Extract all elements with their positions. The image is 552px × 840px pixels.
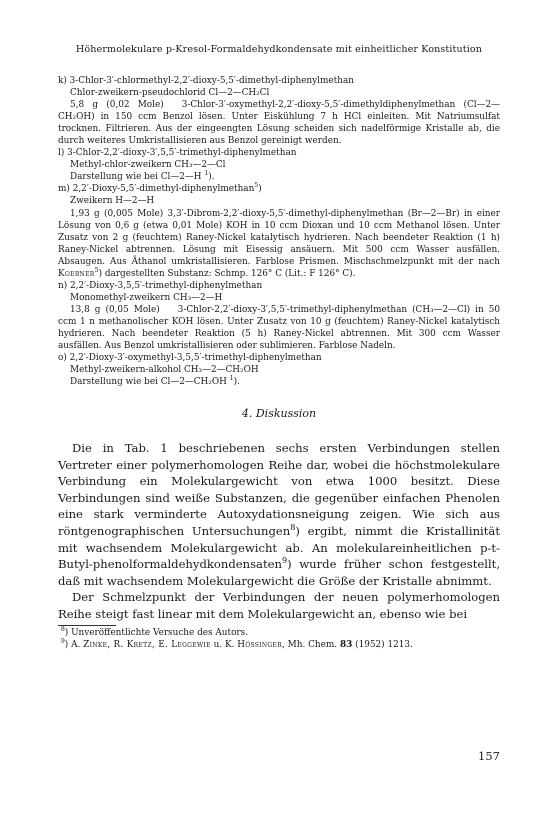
procedure-n-quantity: 13,8 g	[70, 304, 101, 315]
footnote-9	[58, 639, 500, 651]
procedure-m-text-end: ) dargestellten Substanz: Schmp. 126° C (Lit.: F 126° C).	[98, 268, 356, 279]
procedure-m-text: 3,3′-Dibrom-2,2′-dioxy-5,5′-dimethyl-diphenylmethan (Br—2—Br) in einer Lösung von 0,6 g (etwa 0,01 Mole) KOH in 10 ccm Dioxan und 10 ccm Methanol lösen. Unter Zusatz von 2 g (feuchtem) Raney-Nickel katalytisch hydrieren. Nach beendeter Reaktion (1 h) Raney-Nickel abtrennen. Lösung mit Eisessig ansäuern. Mit 500 ccm Wasser ausfällen. Absaugen. Aus Äthanol umkristallisieren. Farblose Prismen. Mischschmelzpunkt mit der nach	[58, 208, 500, 267]
footnote-journal: , Mh. Chem.	[282, 640, 340, 651]
procedure-l-note-text: Darstellung wie bei Cl—2—H	[70, 172, 202, 183]
footnote-text: u. K.	[210, 640, 238, 651]
footnote-ref: 8	[290, 522, 296, 533]
footnote-ref: 1	[229, 375, 234, 383]
author-name: Koebner	[58, 268, 95, 279]
procedure-l-note-end: ).	[208, 172, 215, 183]
procedure-k-text: 3-Chlor-3′-oxymethyl-2,2′-dioxy-5,5′-dimethyldiphenylmethan (Cl—2—CH₂OH) in 150 ccm Benzol lösen. Unter Eiskühlung 7 h HCl einleiten. Mit Natriumsulfat trocknen. Filtrieren. Aus der eingeengten Lösung scheiden sich nadelförmige Kristalle ab, die durch weiteres Umkristallisieren aus Benzol gereinigt werden.	[58, 100, 500, 147]
footnote-rule	[58, 625, 116, 626]
footnote-text: ) Unveröffentlichte Versuche des Autors.	[64, 628, 249, 639]
procedure-l-note	[58, 171, 500, 183]
procedure-n-mole: (0,05 Mole)	[105, 304, 160, 315]
running-head: Höhermolekulare p-Kresol-Formaldehydkondensate mit einheitlicher Konstitution	[75, 44, 483, 55]
procedure-k-body	[58, 99, 500, 147]
procedure-m-quantity: 1,93 g (0,005 Mole)	[70, 208, 164, 219]
footnote-mark: 9	[60, 638, 65, 646]
page-number: 157	[478, 749, 500, 763]
footnote-ref: 5	[94, 266, 99, 274]
procedure-n-subtitle: Monomethyl-zweikern CH₃—2—H	[70, 292, 223, 303]
procedure-k-quantity: 5,8 g	[70, 100, 99, 111]
footnote-mark: 8	[60, 626, 65, 634]
footnote-8	[58, 627, 500, 639]
footnote-authors: Zinke, R. Kretz, E. Leggewie	[83, 640, 211, 651]
procedure-m-body	[58, 208, 500, 280]
discussion-paragraph: Der Schmelzpunkt der Verbindungen der neuen polymerhomologen Reihe steigt fast linear mit dem Molekulargewicht an, ebenso wie bei	[58, 590, 500, 621]
procedure-o-note-text: Darstellung wie bei Cl—2—CH₂OH	[70, 377, 227, 388]
footnote-author: Hössinger	[237, 640, 283, 651]
procedure-n-body	[58, 304, 500, 352]
footnote-text: (1952) 1213.	[352, 640, 413, 651]
footnote-ref: 5	[254, 182, 259, 190]
procedure-k-mole: (0,02 Mole)	[106, 100, 164, 111]
procedure-o-subtitle: Methyl-zweikern-alkohol CH₃—2—CH₂OH	[70, 365, 259, 376]
procedure-o-note-end: ).	[233, 377, 240, 388]
procedure-k-title: k) 3-Chlor-3′-chlormethyl-2,2′-dioxy-5,5′-dimethyl-diphenylmethan	[58, 76, 354, 86]
procedure-n-text: 3-Chlor-2,2′-dioxy-3′,5,5′-trimethyl-diphenylmethan (CH₃—2—Cl) in 50 ccm 1 n methanolischer KOH lösen. Unter Zusatz von 10 g (feuchtem) Raney-Nickel katalytisch hydrieren. Nach beendeter Reaktion (5 h) Raney-Nickel abtrennen. Mit 300 ccm Wasser ausfällen. Aus Benzol umkristallisieren oder sublimieren. Farblose Nadeln.	[58, 304, 501, 352]
procedure-m-title	[58, 183, 500, 195]
discussion-paragraph	[58, 440, 500, 589]
footnote-volume: 83	[339, 640, 353, 651]
discussion-text: Die in Tab. 1 beschriebenen sechs ersten Verbindungen stellen Vertreter einer polymerhomologen Reihe dar, wobei die höchstmolekulare Verbindung ein Molekulargewicht von etwa 1000 besitzt. Diese Verbindungen sind weiße Substanzen, die gegenüber einfachen Phenolen eine stark verminderte Autoxydationsneigung zeigen. Wie sich aus röntgenographischen Untersuchungen	[58, 441, 500, 538]
footnotes	[58, 627, 500, 651]
discussion-text: ) wurde früher schon festgestellt, daß mit wachsendem Molekulargewicht die Größe der Kristalle abnimmt.	[58, 557, 500, 588]
discussion-text: ) ergibt, nimmt die Kristallinität mit wachsendem Molekulargewicht ab. An molekulareinheitlichen p-t-Butyl-phenolformaldehydkondensaten	[58, 523, 500, 572]
footnote-ref: 9	[281, 555, 288, 566]
page	[58, 44, 500, 651]
procedure-k-subtitle: Chlor-zweikern-pseudochlorid Cl—2—CH₂Cl	[70, 88, 270, 99]
discussion-section	[58, 440, 500, 622]
procedure-m-title-text: m) 2,2′-Dioxy-5,5′-dimethyl-diphenylmethan	[58, 184, 255, 195]
procedure-l-title: l) 3-Chlor-2,2′-dioxy-3′,5,5′-trimethyl-diphenylmethan	[58, 148, 297, 159]
procedure-l-subtitle: Methyl-chlor-zweikern CH₃—2—Cl	[70, 160, 226, 171]
footnote-ref: 1	[204, 170, 209, 178]
procedure-o-title: o) 2,2′-Dioxy-3′-oxymethyl-3,5,5′-trimethyl-diphenylmethan	[58, 353, 322, 364]
procedure-o-note	[58, 376, 500, 388]
procedure-m-subtitle: Zweikern H—2—H	[70, 196, 155, 207]
footnote-text: ) A.	[64, 640, 84, 651]
procedure-m-title-end: )	[258, 184, 262, 195]
procedure-n-title: n) 2,2′-Dioxy-3,5,5′-trimethyl-diphenylmethan	[58, 280, 263, 291]
section-title: 4. Diskussion	[241, 407, 317, 421]
experimental-section	[58, 75, 500, 388]
